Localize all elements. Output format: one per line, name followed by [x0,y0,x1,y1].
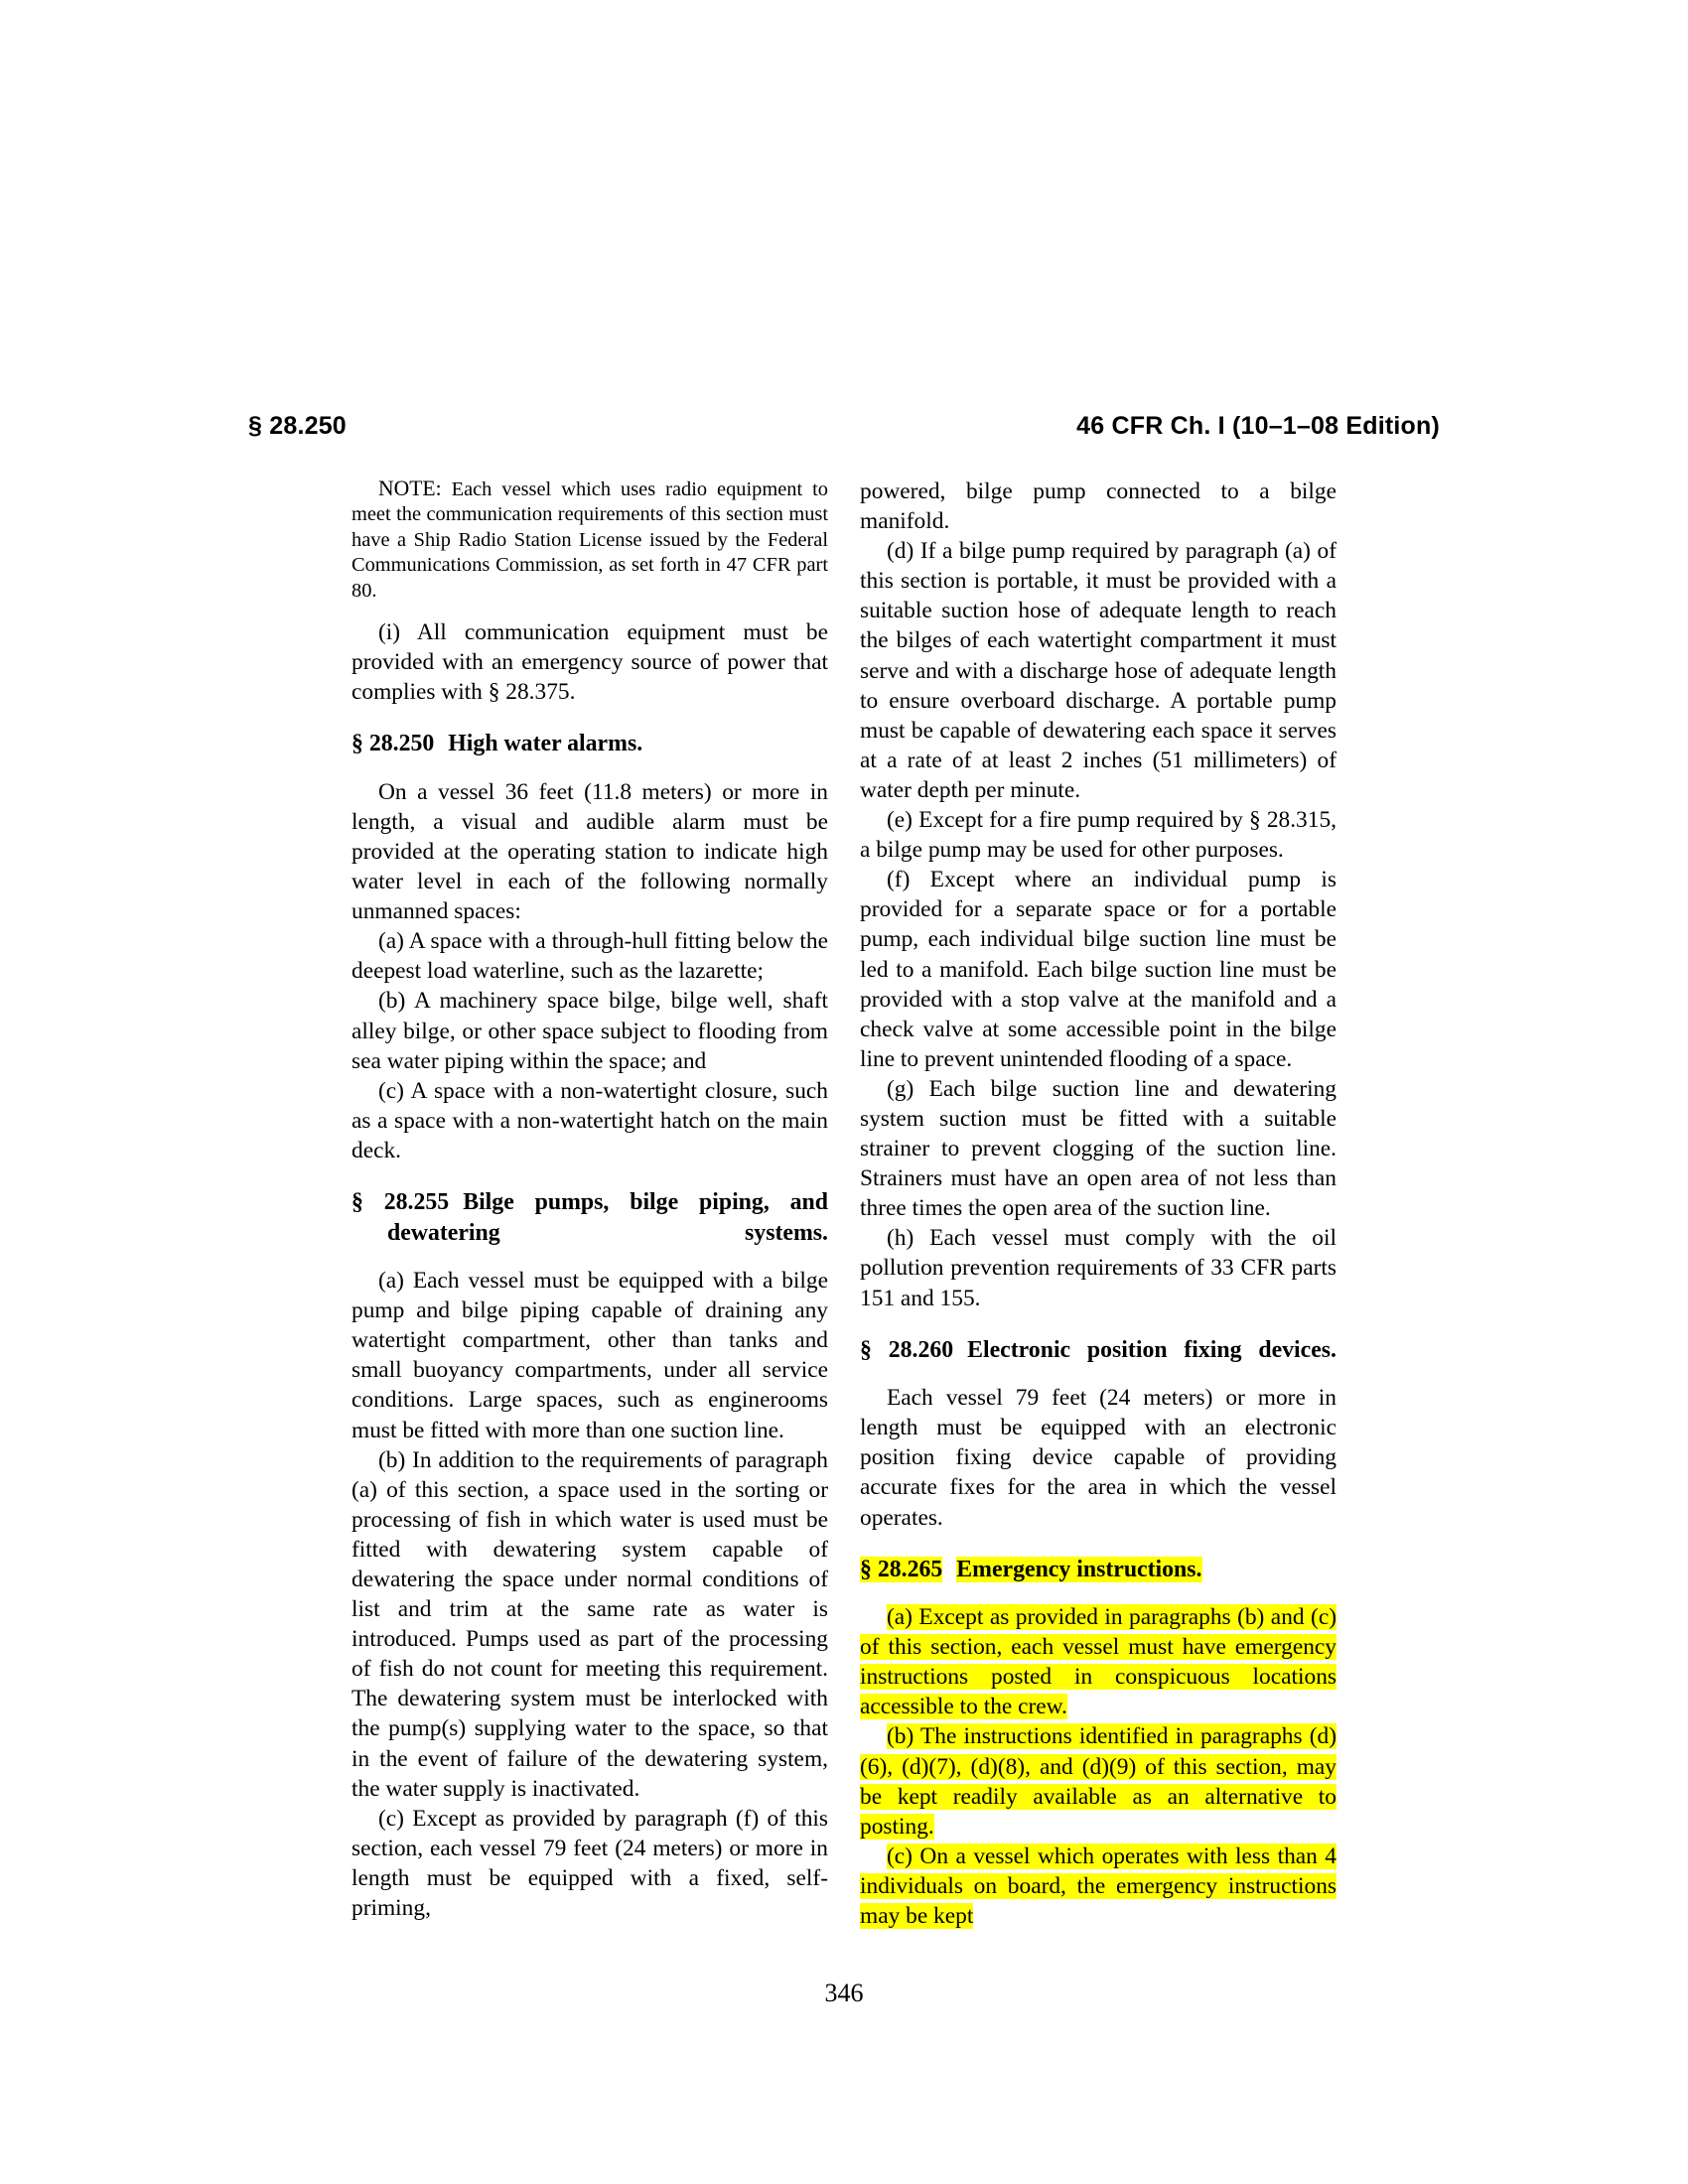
paragraph-28-250-c: (c) A space with a non-watertight closure, such as a space with a non-watertight hatch on the main deck. [352,1077,828,1163]
highlighted-text-265a: (a) Except as provided in paragraphs (b) and (c) of this section, each vessel must have emergency instructions posted in conspicuous locations accessible to the crew. [860,1604,1336,1720]
paragraph-28-255-h: (h) Each vessel must comply with the oil pollution prevention requirements of 33 CFR parts 151 and 155. [860,1225,1336,1311]
paragraph-28-255-f: (f) Except where an individual pump is provided for a separate space or for a portable pump, each individual bilge suction line must be led to a manifold. Each bilge suction line must be provided with a stop valve at the manifold and a check valve at some accessible point in the bilge line to prevent unintended flooding of a space. [860,867,1336,1072]
heading-28-255-title: Bilge pumps, bilge piping, and dewatering systems. [387,1189,828,1246]
paragraph-28-255-c: (c) Except as provided by paragraph (f) of this section, each vessel 79 feet (24 meters) or more in length must be equipped with a fixed, self-priming, [352,1805,828,1921]
running-head [248,412,1440,452]
paragraph-28-250-a: (a) A space with a through-hull fitting below the deepest load waterline, such as the lazarette; [352,928,828,985]
paragraph-28-255-b: (b) In addition to the requirements of paragraph (a) of this section, a space used in the sorting or processing of fish in which water is used must be fitted with dewatering system capable of dewatering the space under normal conditions of list and trim at the same rate as water is introduced. Pumps used as part of the processing of fish do not count for meeting this requirement. The dewatering system must be interlocked with the pump(s) supplying water to the space, so that in the event of failure of the dewatering system, the water supply is inactivated. [352,1446,828,1802]
paragraph-28-250-b: (b) A machinery space bilge, bilge well, shaft alley bilge, or other space subject to flooding from sea water piping within the space; and [352,988,828,1074]
paragraph-28-260: Each vessel 79 feet (24 meters) or more in length must be equipped with an electronic position fixing device capable of providing accurate fixes for the area in which the vessel operates. [860,1385,1336,1531]
paragraph-28-265-a [860,1602,1336,1721]
note-text: Each vessel which uses radio equipment to meet the communication requirements of this section must have a Ship Radio Station License issued by the Federal Communications Commission, as set forth in 47 CFR part 80. [352,478,828,602]
right-column [860,477,1336,1956]
two-column-body [352,477,1336,1956]
paragraph-28-255-a: (a) Each vessel must be equipped with a bilge pump and bilge piping capable of draining any watertight compartment, other than tanks and small buoyancy compartments, under all service conditions. Large spaces, such as enginerooms must be fitted with more than one suction line. [352,1268,828,1443]
note-block [352,477,828,604]
heading-28-265-number: § 28.265 [860,1556,943,1582]
heading-28-260-title: Electronic position fixing devices. [967,1336,1336,1363]
heading-28-255-number: § 28.255 [352,1189,450,1216]
heading-28-265-title: Emergency instructions. [956,1556,1202,1582]
paragraph-28-255-d: (d) If a bilge pump required by paragraph (a) of this section is portable, it must be provided with a suitable suction hose of adequate length to reach the bilges of each watertight compartment it must serve and with a discharge hose of adequate length to ensure overboard discharge. A portable pump must be capable of dewatering each space it serves at a rate of at least 2 inches (51 millimeters) of water depth per minute. [860,538,1336,803]
paragraph-28-265-c [860,1842,1336,1931]
running-head-section-ref: § 28.250 [248,412,347,440]
heading-28-250-title: High water alarms. [448,731,643,757]
heading-28-250-number: § 28.250 [352,731,435,757]
paragraph-28-255-c-continued: powered, bilge pump connected to a bilge manifold. [860,478,1336,535]
paragraph-i: (i) All communication equipment must be provided with an emergency source of power that complies with § 28.375. [352,619,828,706]
highlighted-text-265c: (c) On a vessel which operates with less than 4 individuals on board, the emergency instructions may be kept [860,1843,1336,1930]
highlighted-text-265b: (b) The instructions identified in paragraphs (d)(6), (d)(7), (d)(8), and (d)(9) of this section, may be kept readily available as an alternative to posting. [860,1723,1336,1840]
page-number: 346 [824,1979,864,2007]
paragraph-28-250-intro: On a vessel 36 feet (11.8 meters) or more in length, a visual and audible alarm must be provided at the operating station to indicate high water level in each of the following normally unmanned spaces: [352,778,828,925]
paragraph-28-265-b [860,1721,1336,1841]
heading-28-260-number: § 28.260 [860,1336,954,1363]
running-head-citation: 46 CFR Ch. I (10–1–08 Edition) [1076,412,1440,440]
heading-28-255 [352,1187,828,1248]
left-column [352,477,828,1956]
paragraph-28-255-e: (e) Except for a fire pump required by § 28.315, a bilge pump may be used for other purposes. [860,807,1336,864]
heading-28-265 [860,1555,1336,1585]
heading-28-260 [860,1335,1336,1366]
paragraph-28-255-g: (g) Each bilge suction line and dewatering system suction must be fitted with a suitable strainer to prevent clogging of the suction line. Strainers must have an open area of not less than three times the open area of the suction line. [860,1075,1336,1222]
note-label: NOTE: [378,477,442,500]
heading-28-250 [352,729,828,759]
